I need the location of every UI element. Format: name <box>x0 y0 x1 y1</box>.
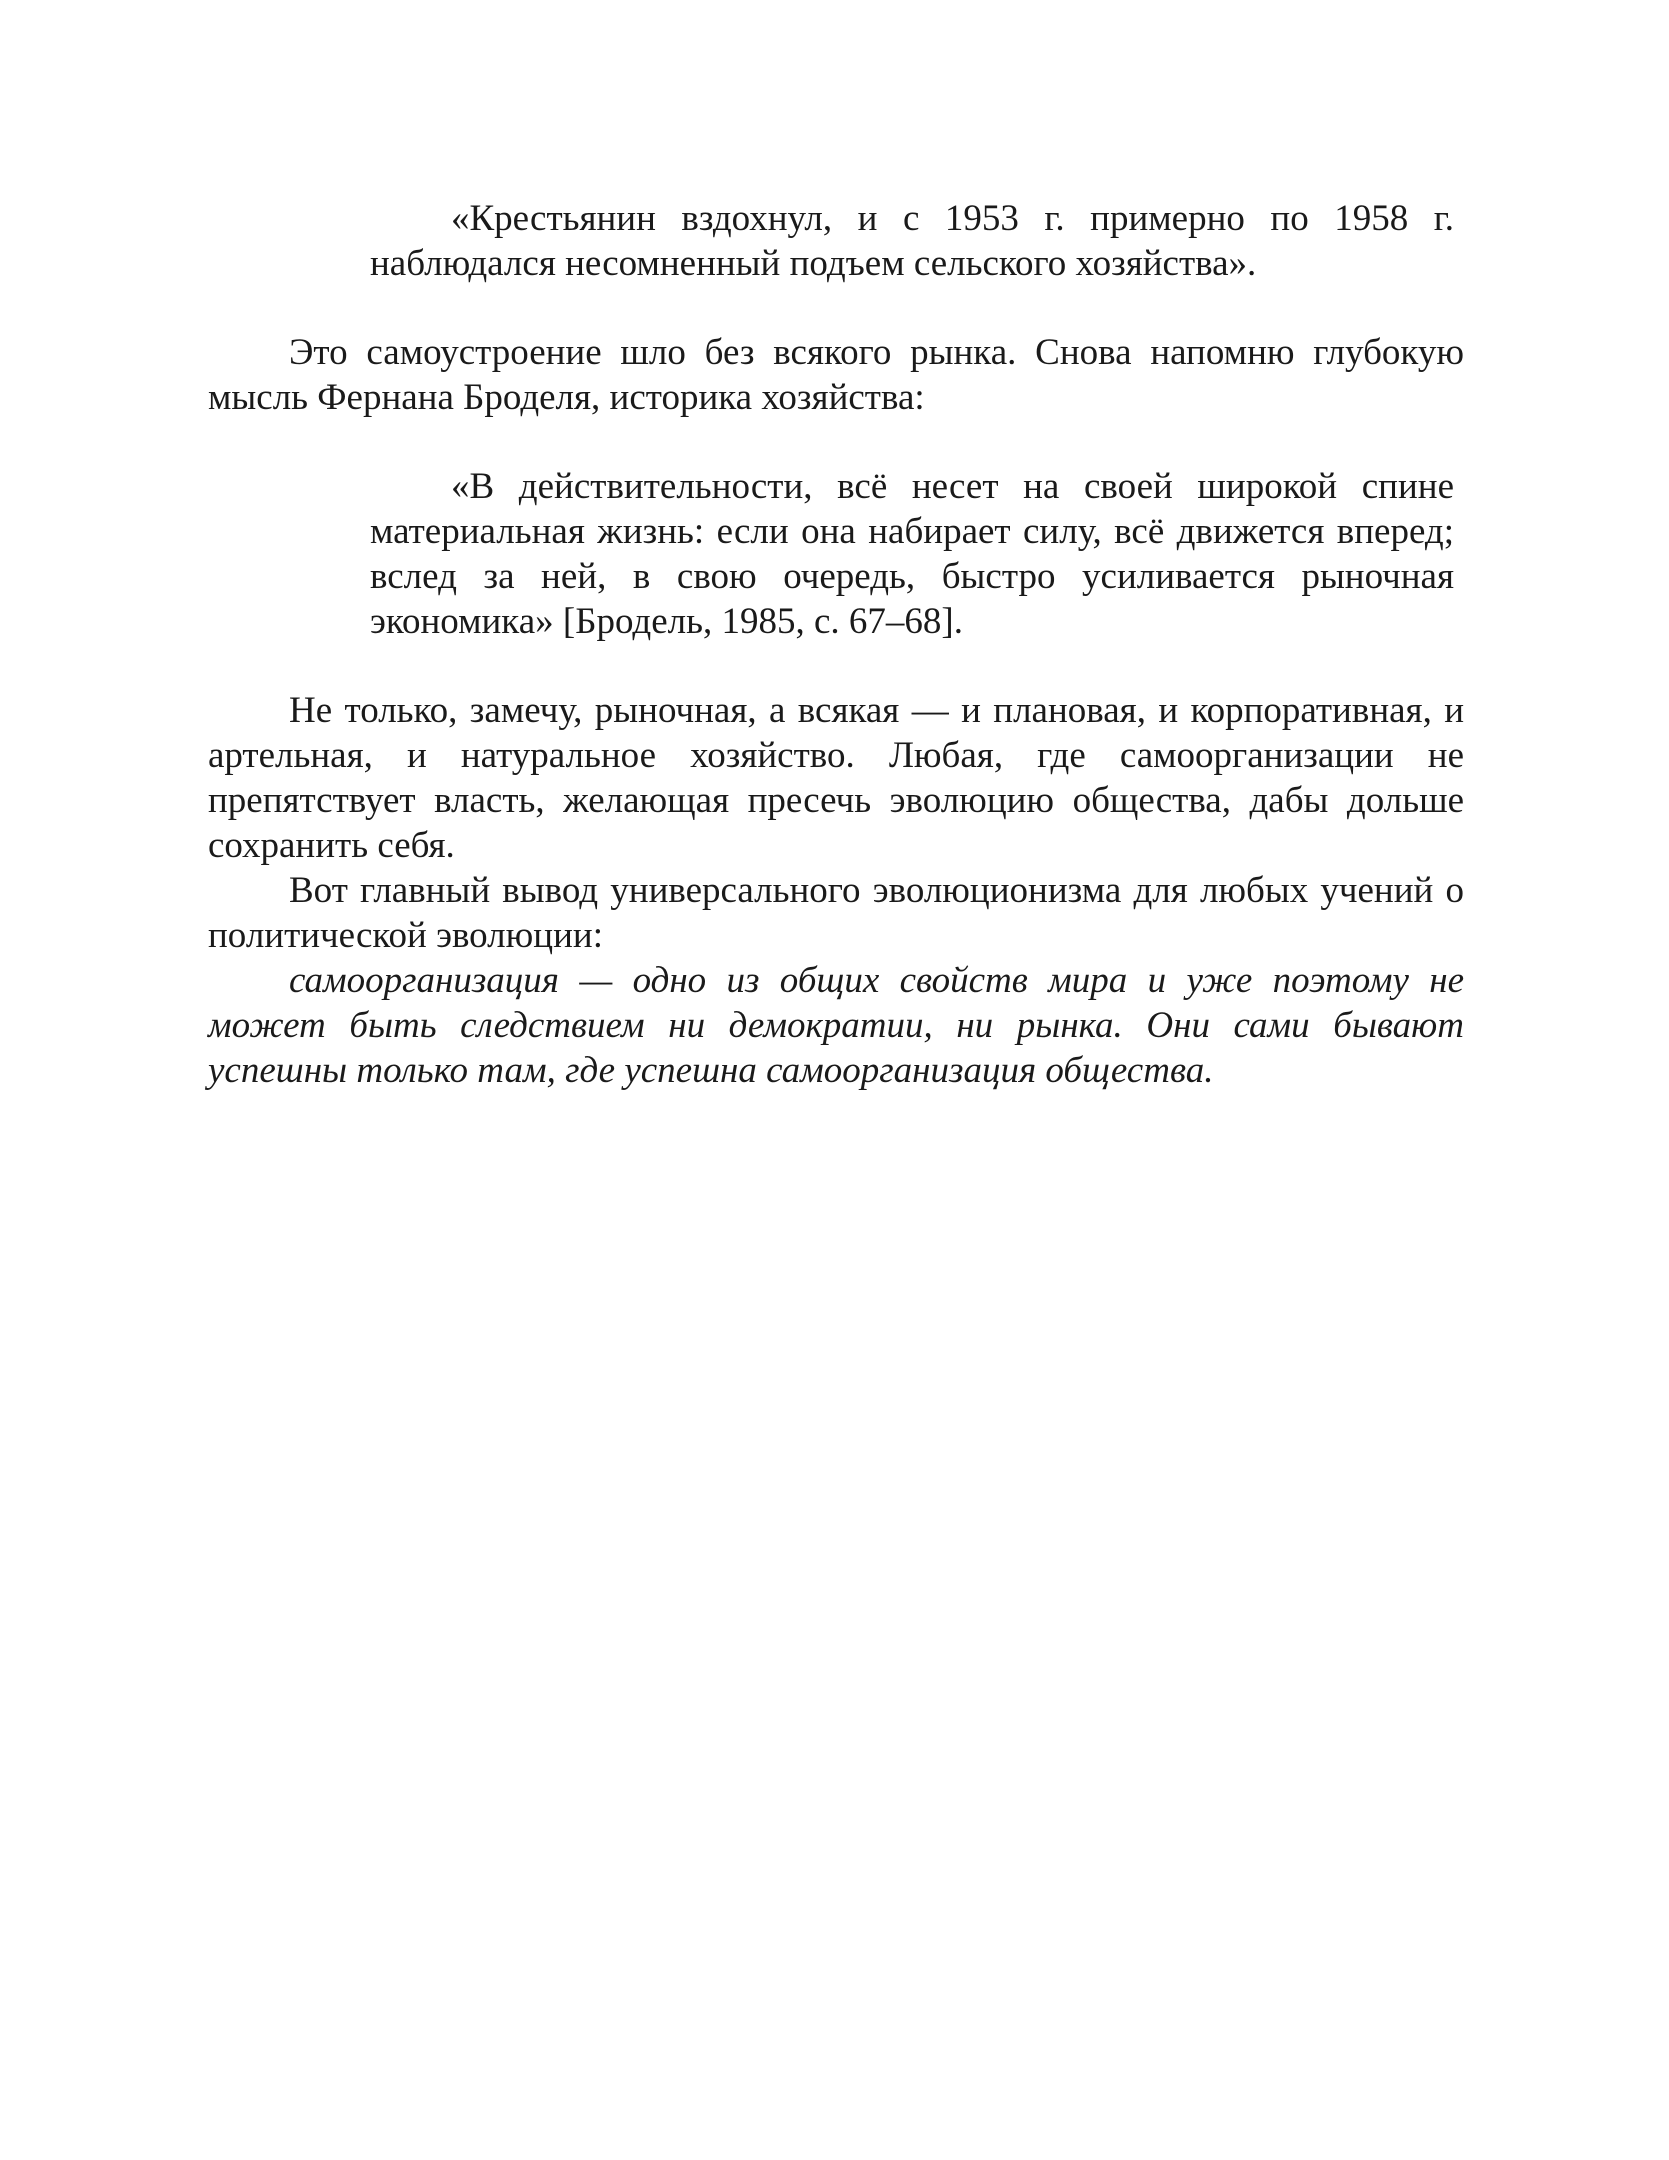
block-quote-peasant <box>370 196 1454 286</box>
quote-text: «Крестьянин вздохнул, и с 1953 г. примерно по 1958 г. наблюдался несомненный подъем сельского хозяйства». <box>370 198 1454 284</box>
paragraph-self-organization <box>208 330 1464 420</box>
paragraph-italic-thesis: самоорганизация — одно из общих свойств мира и уже поэтому не может быть следствием ни демократии, ни рынка. Они сами бывают успешны только там, где успешна самоорганизация общества. <box>208 960 1464 1091</box>
quote-text: «В действительности, всё несет на своей широкой спине материальная жизнь: если она набирает силу, всё движется вперед; вслед за ней, в свою очередь, быстро усиливается рыночная экономика» [Бродель, 1985, с. 67–68]. <box>370 466 1454 642</box>
paragraph-main-conclusion: Вот главный вывод универсального эволюционизма для любых учений о политической эволюции: <box>208 870 1464 956</box>
paragraph-group-conclusion <box>208 688 1464 1093</box>
document-page <box>208 0 1464 2160</box>
block-quote-braudel <box>370 464 1454 644</box>
paragraph-any-economy: Не только, замечу, рыночная, а всякая — и плановая, и корпоративная, и артельная, и натуральное хозяйство. Любая, где самоорганизации не препятствует власть, желающая пресечь эволюцию общества, дабы дольше сохранить себя. <box>208 690 1464 866</box>
paragraph-text: Это самоустроение шло без всякого рынка. Снова напомню глубокую мысль Фернана Броделя, историка хозяйства: <box>208 332 1464 418</box>
